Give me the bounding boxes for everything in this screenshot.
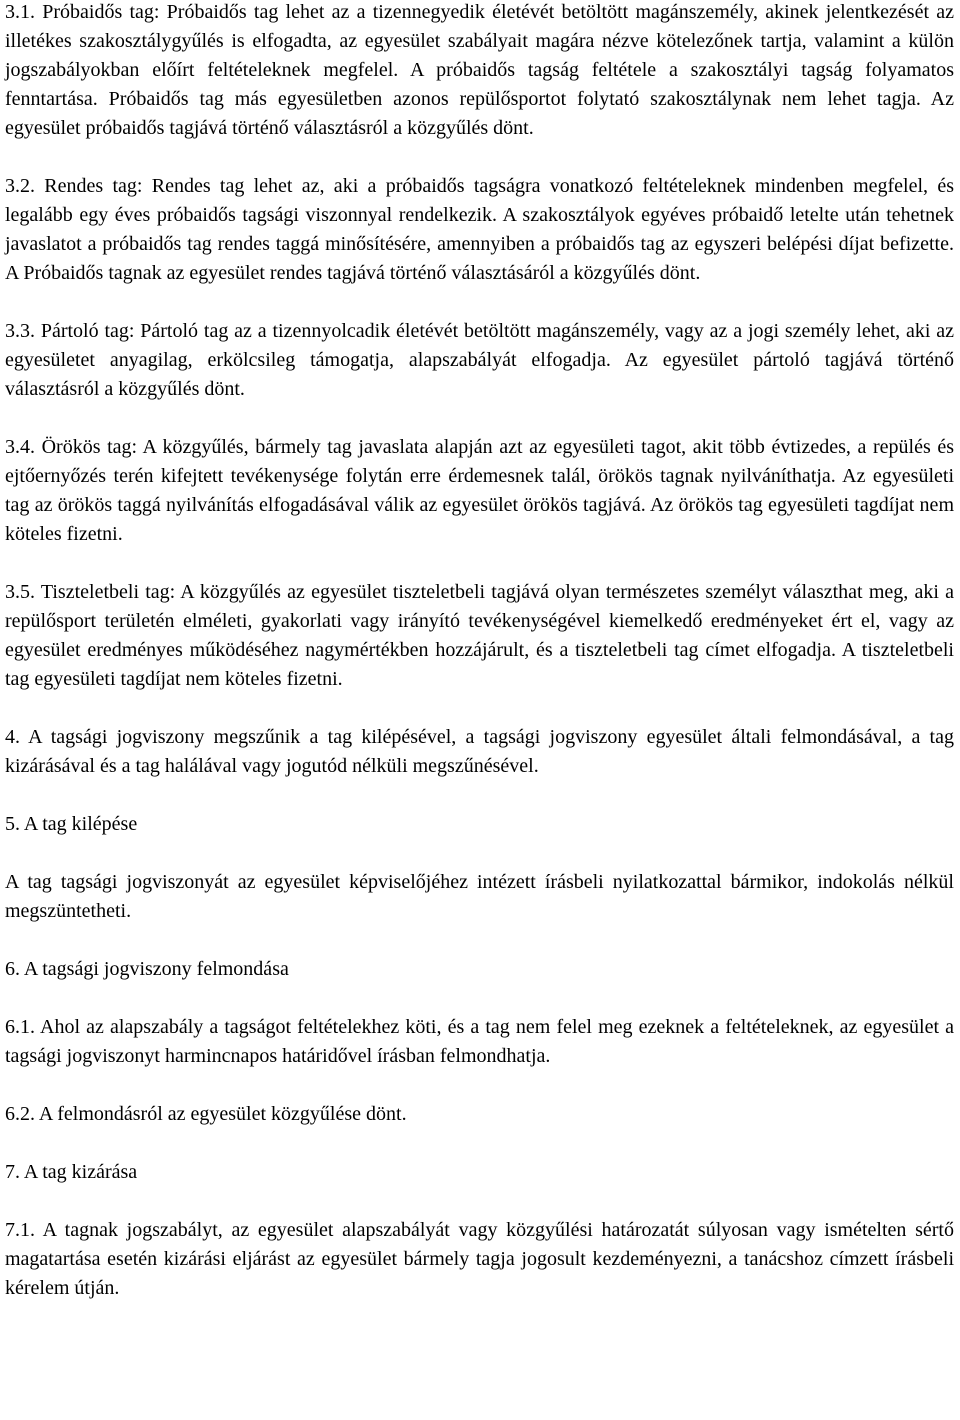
section-6-2: 6.2. A felmondásról az egyesület közgyűlése dönt. bbox=[5, 1103, 407, 1125]
section-3-5-tiszteletbeli-tag: 3.5. Tiszteletbeli tag: A közgyűlés az egyesület tiszteletbeli tagjává olyan természetes személyt választhat meg, aki a repülősport területén elméleti, gyakorlati vagy irányító tevékenységével kiemelkedő eredményeket ért el, vagy az egyesület eredményes működéséhez nagymértékben hozzájárult, és a tiszteletbeli tag címet elfogadja. A tiszteletbeli tag egyesületi tagdíjat nem köteles fizetni. bbox=[5, 581, 954, 690]
section-7-heading: 7. A tag kizárása bbox=[5, 1161, 138, 1183]
section-3-1-probaidos-tag: 3.1. Próbaidős tag: Próbaidős tag lehet az a tizennegyedik életévét betöltött magánszemély, akinek jelentkezését az illetékes szakosztálygyűlés is elfogadta, az egyesület szabályait magára nézve kötelezőnek tartja, valamint a külön jogszabályokban előírt feltételeknek megfelel. A próbaidős tagság feltétele a szakosztályi tagság folyamatos fenntartása. Próbaidős tag más egyesületben azonos repülősportot folytató szakosztálynak nem lehet tagja. Az egyesület próbaidős tagjává történő választásról a közgyűlés dönt. bbox=[5, 1, 954, 139]
section-4-jogviszony-megszunes: 4. A tagsági jogviszony megszűnik a tag kilépésével, a tagsági jogviszony egyesület általi felmondásával, a tag kizárásával és a tag halálával vagy jogutód nélküli megszűnésével. bbox=[5, 726, 954, 777]
section-5-body: A tag tagsági jogviszonyát az egyesület képviselőjéhez intézett írásbeli nyilatkozattal bármikor, indokolás nélkül megszüntetheti. bbox=[5, 871, 954, 922]
section-6-heading: 6. A tagsági jogviszony felmondása bbox=[5, 958, 289, 980]
section-3-3-partolo-tag: 3.3. Pártoló tag: Pártoló tag az a tizennyolcadik életévét betöltött magánszemély, vagy az a jogi személy lehet, aki az egyesületet anyagilag, erkölcsileg támogatja, alapszabályát elfogadja. Az egyesület pártoló tagjává történő választásról a közgyűlés dönt. bbox=[5, 320, 954, 400]
section-3-4-orokos-tag: 3.4. Örökös tag: A közgyűlés, bármely tag javaslata alapján azt az egyesületi tagot, akit több évtizedes, a repülés és ejtőernyőzés terén kifejtett tevékenysége folytán erre érdemesnek talál, örökös tagnak nyilváníthatja. Az egyesületi tag az örökös taggá nyilvánítás elfogadásával válik az egyesület örökös tagjává. Az örökös tag egyesületi tagdíjat nem köteles fizetni. bbox=[5, 436, 954, 545]
section-3-2-rendes-tag: 3.2. Rendes tag: Rendes tag lehet az, aki a próbaidős tagságra vonatkozó feltételeknek mindenben megfelel, és legalább egy éves próbaidős tagsági viszonnyal rendelkezik. A szakosztályok egyéves próbaidő letelte után tehetnek javaslatot a próbaidős tag rendes taggá minősítésére, amennyiben a próbaidős tag az egyszeri belépési díjat befizette. A Próbaidős tagnak az egyesület rendes tagjává történő választásáról a közgyűlés dönt. bbox=[5, 175, 954, 284]
section-6-1: 6.1. Ahol az alapszabály a tagságot feltételekhez köti, és a tag nem felel meg ezeknek a feltételeknek, az egyesület a tagsági jogviszonyt harmincnapos határidővel írásban felmondhatja. bbox=[5, 1016, 954, 1067]
section-7-1: 7.1. A tagnak jogszabályt, az egyesület alapszabályát vagy közgyűlési határozatát súlyosan vagy ismételten sértő magatartása esetén kizárási eljárást az egyesület bármely tagja jogosult kezdeményezni, a tanácshoz címzett írásbeli kérelem útján. bbox=[5, 1219, 954, 1299]
section-5-heading: 5. A tag kilépése bbox=[5, 813, 138, 835]
